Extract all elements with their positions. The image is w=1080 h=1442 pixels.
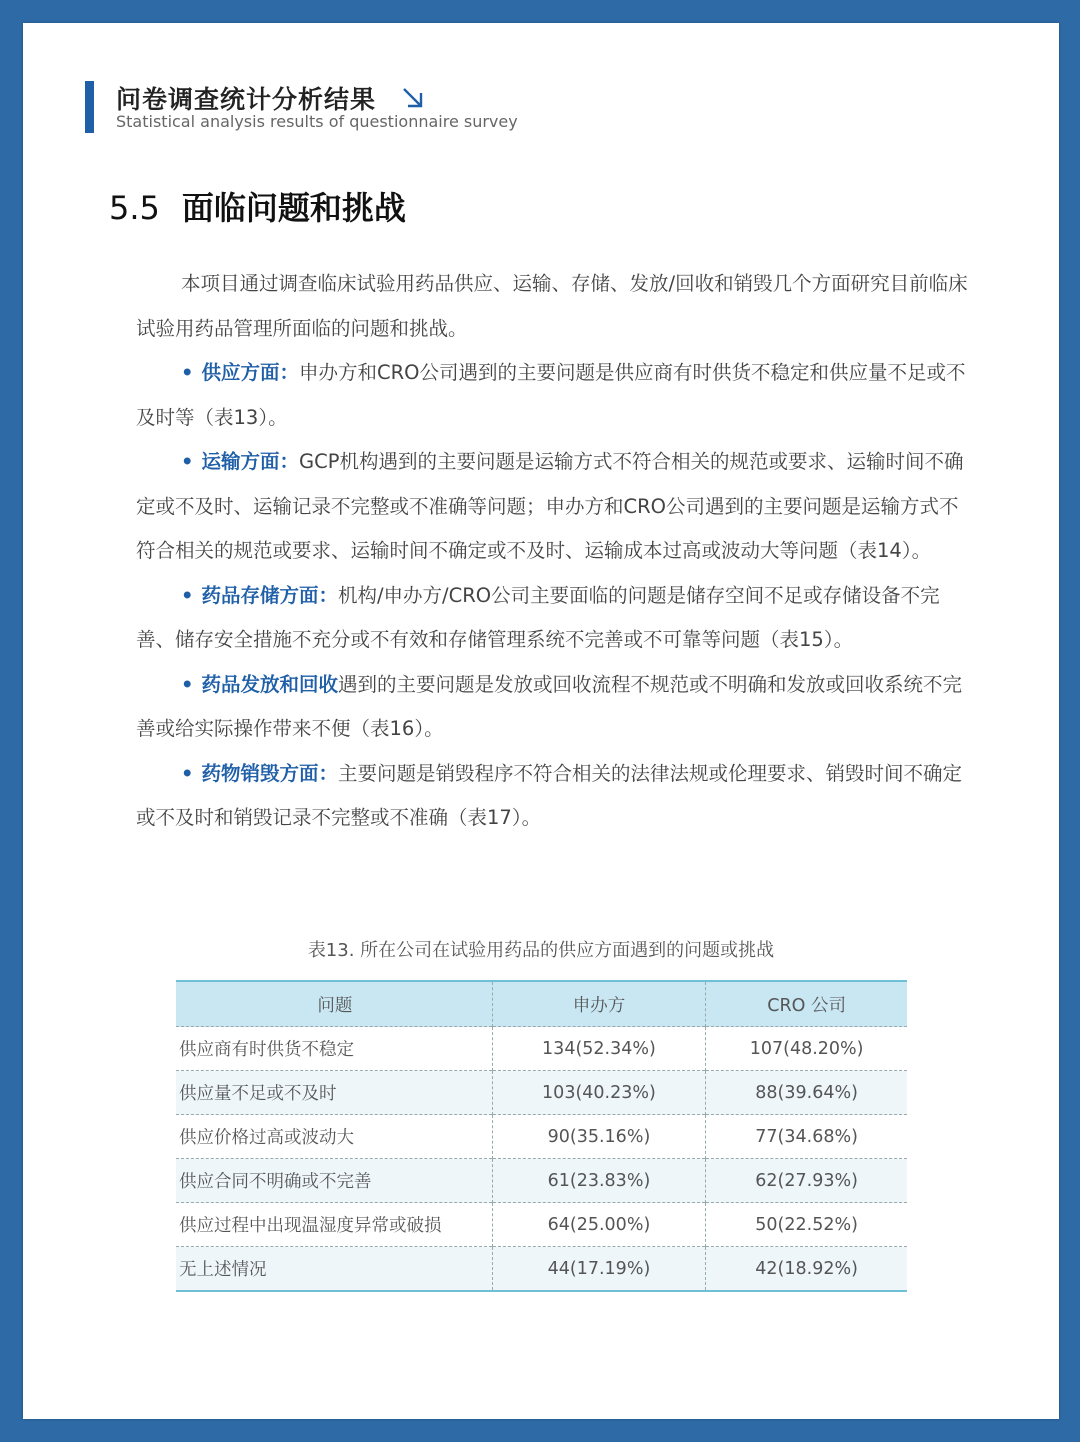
table-cell: 供应量不足或不及时 bbox=[176, 1071, 492, 1115]
bullet-dot-icon: • bbox=[181, 761, 194, 785]
table-cell: 90(35.16%) bbox=[492, 1115, 706, 1159]
section-number: 5.5 bbox=[109, 189, 160, 227]
bullet-text: 主要问题是销毁程序不符合相关的法律法规或伦理要求、销毁时间不确定或不及时和销毁记录不完整或不准确（表17）。 bbox=[136, 761, 962, 829]
bullet-label: 供应方面： bbox=[201, 361, 299, 384]
table-cell: 无上述情况 bbox=[176, 1247, 492, 1292]
table-cell: 64(25.00%) bbox=[492, 1203, 706, 1247]
table-row bbox=[176, 1071, 907, 1115]
header-accent-bar bbox=[85, 81, 94, 133]
column-header-sponsor: 申办方 bbox=[492, 981, 706, 1027]
table-cell: 134(52.34%) bbox=[492, 1027, 706, 1071]
bullet-label: 运输方面： bbox=[201, 450, 299, 473]
table-cell: 107(48.20%) bbox=[706, 1027, 907, 1071]
bullet-text: 机构/申办方/CRO公司主要面临的问题是储存空间不足或存储设备不完善、储存安全措施不充分或不有效和存储管理系统不完善或不可靠等问题（表15）。 bbox=[136, 583, 940, 651]
bullet-dot-icon: • bbox=[181, 672, 194, 696]
table-row bbox=[176, 1159, 907, 1203]
table-cell: 供应价格过高或波动大 bbox=[176, 1115, 492, 1159]
table-cell: 77(34.68%) bbox=[706, 1115, 907, 1159]
section-title: 面临问题和挑战 bbox=[181, 189, 406, 227]
table-cell: 42(18.92%) bbox=[706, 1247, 907, 1292]
table-cell: 50(22.52%) bbox=[706, 1203, 907, 1247]
bullet-paragraph bbox=[136, 351, 970, 440]
header-title: 问卷调查统计分析结果 bbox=[116, 85, 377, 114]
table-cell: 供应过程中出现温湿度异常或破损 bbox=[176, 1203, 492, 1247]
table-cell: 62(27.93%) bbox=[706, 1159, 907, 1203]
bullet-label: 药品发放和回收 bbox=[201, 672, 338, 696]
table-caption: 表13. 所在公司在试验用药品的供应方面遇到的问题或挑战 bbox=[307, 940, 775, 961]
bullet-dot-icon: • bbox=[181, 361, 194, 384]
table-header-row bbox=[176, 981, 907, 1027]
bullet-label: 药物销毁方面： bbox=[201, 761, 338, 785]
bullet-label: 药品存储方面： bbox=[201, 583, 338, 607]
bullet-paragraph bbox=[136, 574, 970, 663]
supply-issues-table bbox=[176, 980, 907, 1292]
bullet-dot-icon: • bbox=[181, 583, 194, 607]
table-row bbox=[176, 1247, 907, 1292]
arrow-down-right-icon bbox=[399, 84, 427, 112]
header-subtitle: Statistical analysis results of questionnaire survey bbox=[116, 112, 518, 131]
table-row bbox=[176, 1115, 907, 1159]
table-cell: 88(39.64%) bbox=[706, 1071, 907, 1115]
bullet-paragraph bbox=[136, 440, 970, 574]
bullet-text: 申办方和CRO公司遇到的主要问题是供应商有时供货不稳定和供应量不足或不及时等（表13）。 bbox=[136, 361, 966, 429]
bullet-text: 遇到的主要问题是发放或回收流程不规范或不明确和发放或回收系统不完善或给实际操作带来不便（表16）。 bbox=[136, 672, 962, 740]
table-cell: 61(23.83%) bbox=[492, 1159, 706, 1203]
table-row bbox=[176, 1203, 907, 1247]
intro-paragraph: 本项目通过调查临床试验用药品供应、运输、存储、发放/回收和销毁几个方面研究目前临床试验用药品管理所面临的问题和挑战。 bbox=[136, 272, 968, 340]
bullet-paragraph bbox=[136, 663, 970, 752]
table-row bbox=[176, 1027, 907, 1071]
table-cell: 103(40.23%) bbox=[492, 1071, 706, 1115]
table-cell: 供应商有时供货不稳定 bbox=[176, 1027, 492, 1071]
section-heading bbox=[109, 183, 406, 229]
body-text bbox=[136, 262, 970, 841]
column-header-issue: 问题 bbox=[176, 981, 492, 1027]
bullet-paragraph bbox=[136, 752, 970, 841]
bullet-dot-icon: • bbox=[181, 450, 194, 473]
table-cell: 供应合同不明确或不完善 bbox=[176, 1159, 492, 1203]
column-header-cro: CRO 公司 bbox=[706, 981, 907, 1027]
table-cell: 44(17.19%) bbox=[492, 1247, 706, 1292]
bullet-text: GCP机构遇到的主要问题是运输方式不符合相关的规范或要求、运输时间不确定或不及时、运输记录不完整或不准确等问题；申办方和CRO公司遇到的主要问题是运输方式不符合相关的规范或要求、运输时间不确定或不及时、运输成本过高或波动大等问题（表14）。 bbox=[136, 450, 964, 562]
document-page bbox=[23, 23, 1059, 1419]
